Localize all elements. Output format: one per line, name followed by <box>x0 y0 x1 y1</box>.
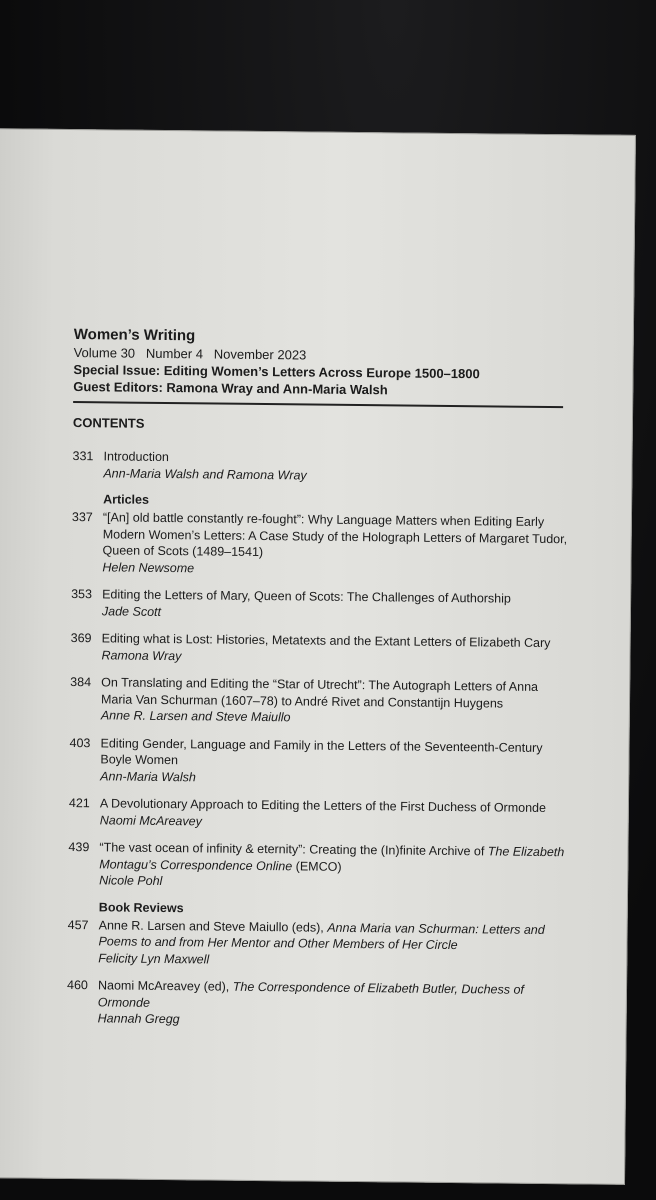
entry-title: Editing the Letters of Mary, Queen of Scots: The Challenges of Authorship <box>102 587 511 606</box>
entry-author: Anne R. Larsen and Steve Maiullo <box>100 708 291 725</box>
page-content <box>66 325 573 1043</box>
review-book: Anna Maria van Schurman: Letters and Poems to and from Her Mentor and Other Members of Her Circle <box>98 920 545 953</box>
entry-title: On Translating and Editing the “Star of Utrecht”: The Autograph Letters of Anna Maria Van Schurman (1607–78) to André Rivet and Constantijn Huygens <box>100 675 539 711</box>
page-number: 421 <box>68 796 90 811</box>
page-number: 331 <box>72 449 94 464</box>
entry-title: Introduction <box>103 449 169 465</box>
entry-author: Nicole Pohl <box>99 873 163 888</box>
page-number: 457 <box>67 917 89 932</box>
review-title <box>98 917 567 955</box>
page-number: 403 <box>69 735 91 750</box>
review-entry <box>67 977 567 1032</box>
entry-title <box>99 839 568 877</box>
page-number: 337 <box>71 510 93 525</box>
page-number: 384 <box>70 675 92 690</box>
entry-title: A Devolutionary Approach to Editing the Letters of the First Duchess of Ormonde <box>99 796 547 816</box>
toc-entry <box>69 735 569 790</box>
book-reviews-heading: Book Reviews <box>98 899 184 915</box>
toc-entry <box>70 674 570 729</box>
toc-entry <box>69 795 569 833</box>
toc-entry <box>71 586 571 624</box>
entry-author: Jade Scott <box>101 603 162 619</box>
page-number: 353 <box>71 587 93 602</box>
entry-author: Helen Newsome <box>102 559 195 575</box>
entry-author: Ramona Wray <box>101 647 182 663</box>
guest-editors-line: Guest Editors: Ramona Wray and Ann-Maria Walsh <box>73 379 388 398</box>
issue-line: Volume 30 Number 4 November 2023 <box>73 345 307 363</box>
toc-entry-introduction <box>72 448 572 486</box>
review-entry <box>67 917 567 972</box>
review-editors: Naomi McAreavey (ed), <box>97 978 233 994</box>
review-title <box>98 977 567 1015</box>
contents-heading: CONTENTS <box>72 415 145 431</box>
journal-title: Women’s Writing <box>73 326 196 345</box>
entry-author: Ann-Maria Walsh and Ramona Wray <box>103 465 307 482</box>
table-of-contents <box>67 448 573 1032</box>
title-plain: “The vast ocean of infinity & eternity”: Creating the (In)finite Archive of <box>99 840 488 859</box>
toc-entry <box>70 630 570 668</box>
journal-page <box>0 128 636 1185</box>
toc-entry <box>71 509 572 580</box>
reviewer: Felicity Lyn Maxwell <box>98 950 210 966</box>
reviewer: Hannah Gregg <box>97 1011 180 1027</box>
entry-author: Ann-Maria Walsh <box>100 768 196 784</box>
entry-title: Editing Gender, Language and Family in the Letters of the Seventeenth-Century Boyle Women <box>100 735 543 768</box>
review-editors: Anne R. Larsen and Steve Maiullo (eds), <box>98 917 328 935</box>
review-book: The Correspondence of Elizabeth Butler, Duchess of Ormonde <box>97 979 524 1010</box>
entry-title: Editing what is Lost: Histories, Metatexts and the Extant Letters of Elizabeth Cary <box>101 631 551 651</box>
header-rule <box>73 401 563 408</box>
entry-title: “[An] old battle constantly re-fought”: Why Language Matters when Editing Early Modern Women’s Letters: A Case Study of the Holograph Letters of Margaret Tudor, Queen of Scots (1489–1541) <box>102 510 568 560</box>
page-number: 460 <box>66 978 88 993</box>
toc-entry-emco <box>68 839 568 894</box>
entry-author: Naomi McAreavey <box>99 812 202 828</box>
title-italic: The Elizabeth Montagu’s Correspondence Online <box>99 844 565 873</box>
special-issue-line: Special Issue: Editing Women’s Letters Across Europe 1500–1800 <box>73 362 480 382</box>
page-number: 369 <box>70 631 92 646</box>
articles-heading: Articles <box>103 492 150 507</box>
page-number: 439 <box>68 840 90 855</box>
title-end: (EMCO) <box>292 858 342 874</box>
